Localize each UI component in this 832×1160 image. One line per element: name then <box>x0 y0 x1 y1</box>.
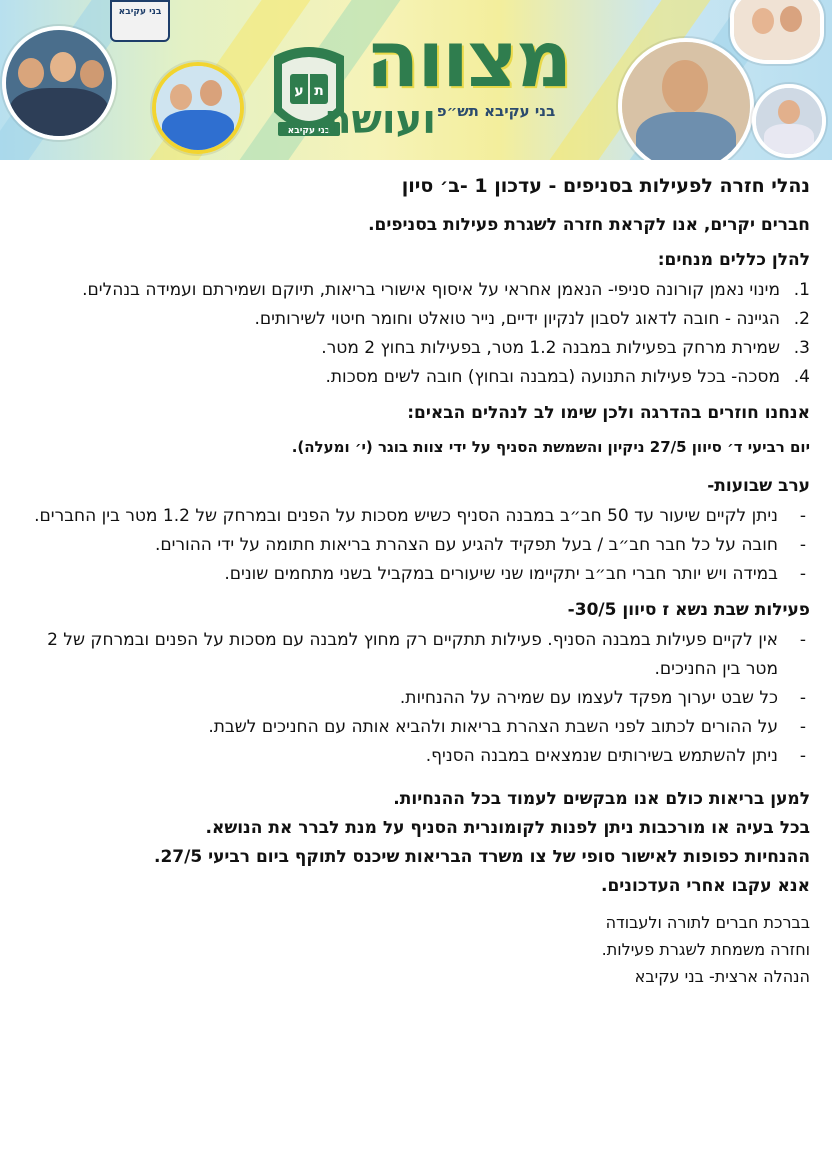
logo-subtitle-word: ועושה <box>324 97 436 143</box>
closing-line: בכל בעיה או מורכבות ניתן לפנות לקומונרית הסניף על מנת לברר את הנושא. <box>205 818 810 838</box>
list-item: - אין לקיים פעילות במבנה הסניף. פעילות תתקיים רק מחוץ למבנה עם מסכות על הפנים ובמרחק של 2 מטר בין החניכים. <box>47 630 806 679</box>
list-item: 3. שמירת מרחק בפעילות במבנה 1.2 מטר, בפעילות בחוץ 2 מטר. <box>321 338 810 358</box>
shavuot-list <box>26 502 810 589</box>
shabbat-heading: פעילות שבת נשא ז סיוון 30/5- <box>567 600 810 620</box>
svg-text:ע: ע <box>294 83 304 99</box>
closing-line: אנא עקבו אחרי העדכונים. <box>600 876 810 896</box>
list-item: - ניתן להשתמש בשירותים שנמצאים במבנה הסניף. <box>425 746 806 766</box>
list-item: - כל שבט יערוך מפקד לעצמו עם שמירה על ההנחיות. <box>399 688 806 708</box>
signoff-block <box>26 909 810 990</box>
smiling-girls-photo <box>730 0 824 64</box>
signoff-line: הנהלה ארצית- בני עקיבא <box>634 967 810 986</box>
closing-line: למען בריאות כולם אנו מבקשים לעמוד בכל ההנחיות. <box>393 789 810 809</box>
logo-tagline: בני עקיבא תש״פ <box>436 102 556 120</box>
svg-text:ת: ת <box>314 83 324 99</box>
signoff-line: בברכת חברים לתורה ולעבודה <box>605 913 810 932</box>
gradual-return-heading: אנחנו חוזרים בהדרגה ולכן שימו לב לנהלים הבאים: <box>407 403 810 423</box>
list-item: 2. הגיינה - חובה לדאוג לסבון לנקיון ידיים, נייר טואלט וחומר חיטוי לשירותים. <box>254 309 810 329</box>
signoff-line: וחזרה משמחת לשגרת פעילות. <box>601 940 810 959</box>
list-item: - חובה על כל חבר חב״ב / בעל תפקיד להגיע עם הצהרת בריאות חתומה על ידי ההורים. <box>154 535 806 555</box>
emblem-caption: בני עקיבא <box>287 126 331 136</box>
shavuot-heading: ערב שבועות- <box>707 476 810 496</box>
child-photo <box>752 84 826 158</box>
closing-block <box>26 785 810 901</box>
list-item: 1. מינוי נאמן קורונה סניפי- הנאמן אחראי על איסוף אישורי בריאות, תיוקם ושמירתם ועמידה בנהלים. <box>82 280 810 300</box>
girls-photo <box>152 62 244 154</box>
intro-text: חברים יקרים, אנו לקראת חזרה לשגרת פעילות בסניפים. <box>368 215 810 235</box>
general-rules-heading: להלן כללים מנחים: <box>657 250 810 270</box>
closing-line: ההנחיות כפופות לאישור סופי של צו משרד הבריאות שיכנס לתוקף ביום רביעי 27/5. <box>154 847 810 867</box>
sign-board: בני עקיבא <box>110 0 170 42</box>
group-photo <box>2 26 116 140</box>
shabbat-list <box>26 626 810 771</box>
logo-title: מצווה <box>365 15 571 105</box>
list-item: 4. מסכה- בכל פעילות התנועה (במבנה ובחוץ) חובה לשים מסכות. <box>325 367 810 387</box>
wednesday-cleaning-line: יום רביעי ד׳ סיוון 27/5 ניקיון והשמשת הסניף על ידי צוות בוגר (י׳ ומעלה). <box>291 438 810 456</box>
announcement-document <box>0 166 832 1160</box>
general-rules-list <box>26 276 810 392</box>
list-item: - ניתן לקיים שיעור עד 50 חב״ב במבנה הסניף כשיש מסכות על הפנים ובמרחק של 1.2 מטר בין החברים. <box>34 506 806 526</box>
page-title: נהלי חזרה לפעילות בסניפים - עדכון 1 -ב׳ סיון <box>401 175 810 197</box>
list-item: - על ההורים לכתוב לפני השבת הצהרת בריאות ולהביא אותה עם החניכים לשבת. <box>208 717 806 737</box>
list-item: - במידה ויש יותר חברי חב״ב יתקיימו שני שיעורים במקביל בשני מתחמים שונים. <box>224 564 806 584</box>
header-banner <box>0 0 832 160</box>
